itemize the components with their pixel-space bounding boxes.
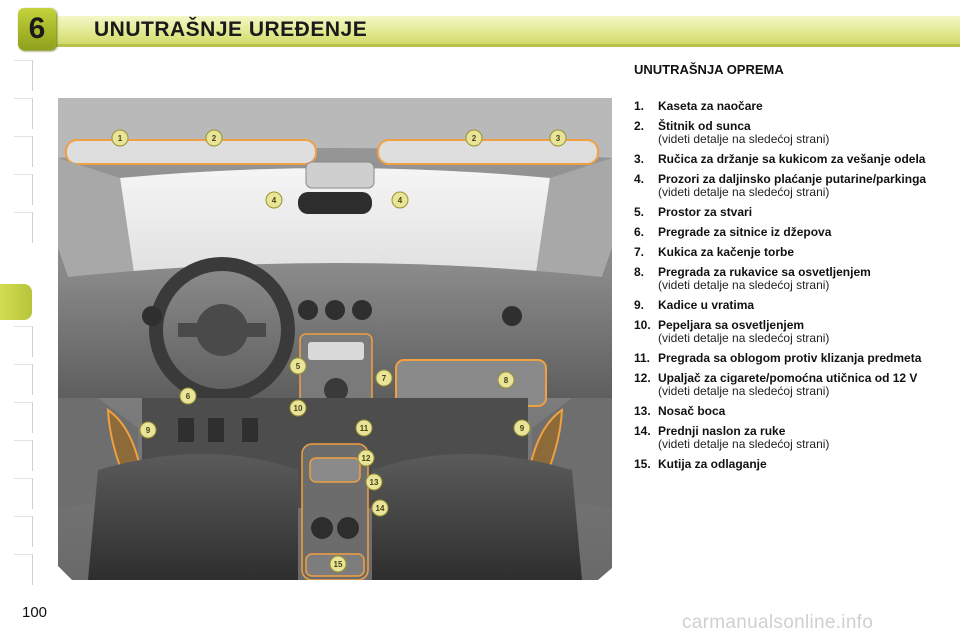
list-item [634, 120, 944, 146]
item-title: Pregrada za rukavice sa osvetljenjem [658, 265, 871, 279]
chapter-side-tabs [0, 60, 34, 580]
item-number: 6. [634, 225, 645, 239]
side-tab-5[interactable] [14, 212, 33, 243]
item-title: Prednji naslon za ruke [658, 424, 786, 438]
item-number: 7. [634, 245, 645, 259]
list-item [634, 425, 944, 451]
side-tab-9[interactable] [14, 402, 33, 433]
side-tab-3[interactable] [14, 136, 33, 167]
item-number: 13. [634, 404, 651, 418]
item-number: 2. [634, 119, 645, 133]
item-title: Upaljač za cigarete/pomoćna utičnica od 12 V [658, 371, 918, 385]
callout-label: 12 [361, 454, 371, 463]
feature-list [634, 100, 944, 478]
item-title: Pregrada sa oblogom protiv klizanja predmeta [658, 351, 922, 365]
callout-label: 5 [295, 362, 301, 371]
item-number: 9. [634, 298, 645, 312]
list-item [634, 319, 944, 345]
side-tab-11[interactable] [14, 478, 33, 509]
item-number: 3. [634, 152, 645, 166]
item-title: Ručica za držanje sa kukicom za vešanje odela [658, 152, 926, 166]
callout-label: 13 [369, 478, 379, 487]
callout-label: 9 [519, 424, 525, 433]
callout-label: 1 [117, 134, 123, 143]
item-number: 4. [634, 172, 645, 186]
item-title: Štitnik od sunca [658, 119, 751, 133]
list-item [634, 372, 944, 398]
list-item [634, 246, 944, 259]
list-item [634, 352, 944, 365]
chapter-title: UNUTRAŠNJE UREĐENJE [94, 18, 368, 41]
watermark: carmanualsonline.info [682, 612, 874, 633]
list-item [634, 226, 944, 239]
callout-label: 10 [293, 404, 303, 413]
page-header [0, 0, 960, 50]
list-item [634, 266, 944, 292]
item-note: (videti detalje na sledećoj strani) [658, 331, 830, 345]
chapter-number: 6 [28, 12, 46, 45]
item-number: 8. [634, 265, 645, 279]
callout-label: 6 [185, 392, 191, 401]
item-title: Kukica za kačenje torbe [658, 245, 795, 259]
side-tab-10[interactable] [14, 440, 33, 471]
item-title: Kaseta za naočare [658, 99, 763, 113]
page-number: 100 [22, 604, 48, 621]
item-title: Prozori za daljinsko plaćanje putarine/parkinga [658, 172, 927, 186]
list-item [634, 206, 944, 219]
item-number: 15. [634, 457, 651, 471]
item-note: (videti detalje na sledećoj strani) [658, 278, 830, 292]
list-item [634, 458, 944, 471]
sun-visor-left [66, 140, 316, 164]
callout-label: 4 [397, 196, 403, 205]
side-tab-2[interactable] [14, 98, 33, 129]
interior-illustration [58, 98, 612, 580]
item-title: Kutija za odlaganje [658, 457, 767, 471]
side-tab-active[interactable] [0, 284, 32, 320]
callout-label: 11 [359, 424, 369, 433]
callout-label: 14 [375, 504, 385, 513]
driver-seat [88, 454, 298, 580]
side-tab-7[interactable] [14, 326, 33, 357]
list-item [634, 153, 944, 166]
list-item [634, 299, 944, 312]
item-number: 14. [634, 424, 651, 438]
list-item [634, 173, 944, 199]
list-item [634, 100, 944, 113]
callout-label: 2 [211, 134, 217, 143]
item-note: (videti detalje na sledećoj strani) [658, 132, 830, 146]
callout-label: 3 [555, 134, 561, 143]
item-note: (videti detalje na sledećoj strani) [658, 437, 830, 451]
side-tab-12[interactable] [14, 516, 33, 547]
item-number: 12. [634, 371, 651, 385]
sun-visor-right [378, 140, 598, 164]
passenger-seat [369, 454, 582, 580]
item-number: 5. [634, 205, 645, 219]
item-title: Pregrade za sitnice iz džepova [658, 225, 832, 239]
item-number: 1. [634, 99, 645, 113]
item-number: 11. [634, 351, 651, 365]
side-tab-4[interactable] [14, 174, 33, 205]
item-title: Prostor za stvari [658, 205, 753, 219]
callout-label: 8 [503, 376, 509, 385]
item-title: Pepeljara sa osvetljenjem [658, 318, 805, 332]
side-tab-13[interactable] [14, 554, 33, 585]
section-title: UNUTRAŠNJA OPREMA [634, 62, 784, 77]
item-note: (videti detalje na sledećoj strani) [658, 384, 830, 398]
callout-label: 7 [381, 374, 387, 383]
side-tab-1[interactable] [14, 60, 33, 91]
callout-label: 4 [271, 196, 277, 205]
side-tab-8[interactable] [14, 364, 33, 395]
item-number: 10. [634, 318, 651, 332]
item-title: Nosač boca [658, 404, 726, 418]
list-item [634, 405, 944, 418]
callout-label: 2 [471, 134, 477, 143]
item-note: (videti detalje na sledećoj strani) [658, 185, 830, 199]
callout-label: 15 [333, 560, 343, 569]
callout-label: 9 [145, 426, 151, 435]
item-title: Kadice u vratima [658, 298, 755, 312]
